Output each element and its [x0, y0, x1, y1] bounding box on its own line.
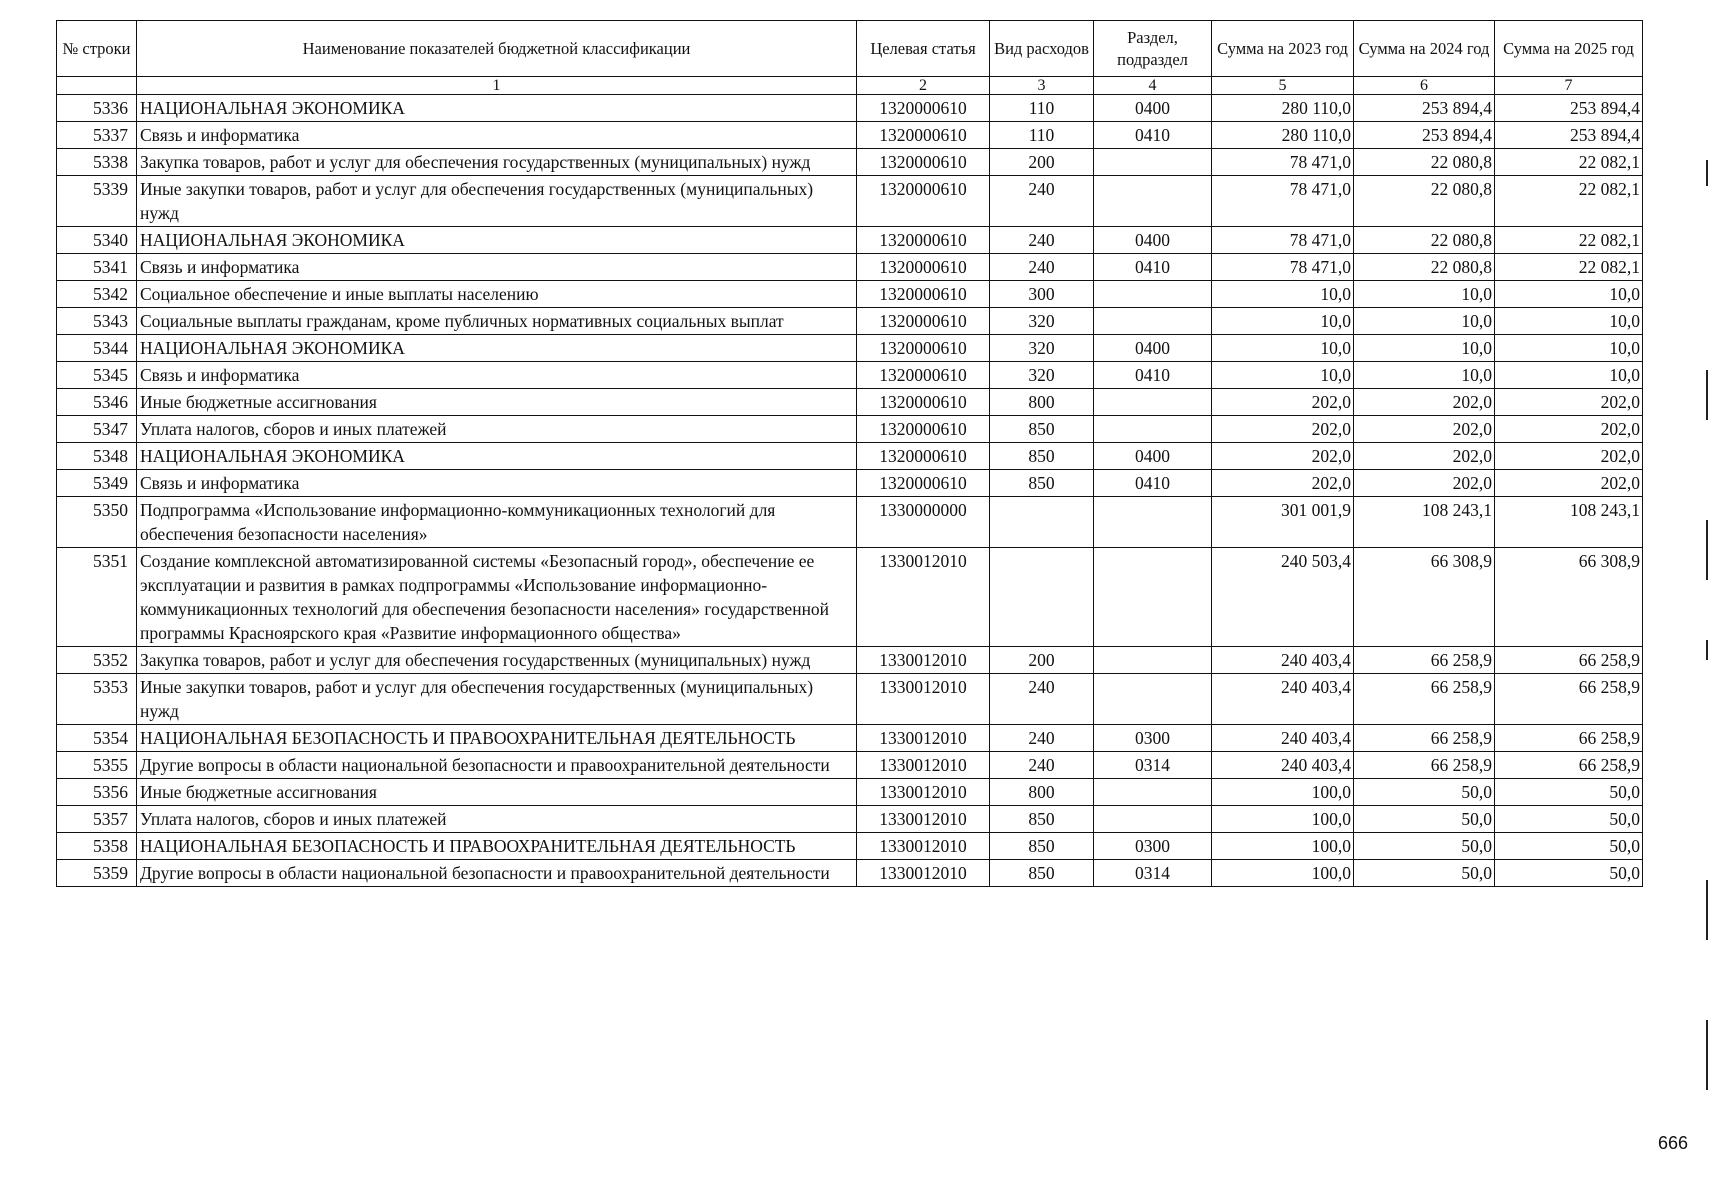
cell-sum-2023: 202,0: [1212, 389, 1354, 416]
cell-sum-2025: 108 243,1: [1495, 497, 1643, 548]
cell-name: Уплата налогов, сборов и иных платежей: [137, 806, 857, 833]
column-number-4: 4: [1094, 77, 1212, 95]
cell-section: [1094, 308, 1212, 335]
cell-name: Иные закупки товаров, работ и услуг для обеспечения государственных (муниципальных) нужд: [137, 176, 857, 227]
cell-sum-2023: 202,0: [1212, 443, 1354, 470]
table-row: [57, 470, 1643, 497]
table-row: [57, 647, 1643, 674]
cell-section: [1094, 281, 1212, 308]
cell-row-number: 5337: [57, 122, 137, 149]
cell-section: [1094, 497, 1212, 548]
cell-sum-2025: 66 258,9: [1495, 674, 1643, 725]
cell-sum-2023: 78 471,0: [1212, 227, 1354, 254]
header-row-number: № строки: [57, 21, 137, 77]
column-number-7: 7: [1495, 77, 1643, 95]
table-body: [57, 95, 1643, 887]
cell-sum-2024: 10,0: [1354, 362, 1495, 389]
cell-name: НАЦИОНАЛЬНАЯ ЭКОНОМИКА: [137, 95, 857, 122]
scan-edge-mark: [1706, 640, 1708, 660]
cell-sum-2023: 240 503,4: [1212, 548, 1354, 647]
cell-sum-2024: 66 308,9: [1354, 548, 1495, 647]
cell-section: 0410: [1094, 122, 1212, 149]
table-row: [57, 335, 1643, 362]
table-row: [57, 752, 1643, 779]
cell-sum-2023: 10,0: [1212, 335, 1354, 362]
cell-target: 1320000610: [857, 416, 990, 443]
cell-row-number: 5342: [57, 281, 137, 308]
cell-name: Закупка товаров, работ и услуг для обеспечения государственных (муниципальных) нужд: [137, 149, 857, 176]
cell-sum-2025: 253 894,4: [1495, 95, 1643, 122]
cell-row-number: 5347: [57, 416, 137, 443]
cell-target: 1320000610: [857, 176, 990, 227]
cell-sum-2025: 10,0: [1495, 281, 1643, 308]
cell-expense-type: 850: [990, 416, 1094, 443]
table-row: [57, 254, 1643, 281]
table-row: [57, 833, 1643, 860]
cell-sum-2024: 10,0: [1354, 281, 1495, 308]
cell-sum-2024: 108 243,1: [1354, 497, 1495, 548]
cell-expense-type: 850: [990, 833, 1094, 860]
cell-target: 1320000610: [857, 389, 990, 416]
table-row: [57, 389, 1643, 416]
cell-expense-type: 240: [990, 752, 1094, 779]
cell-section: [1094, 389, 1212, 416]
cell-section: [1094, 416, 1212, 443]
cell-expense-type: 240: [990, 227, 1094, 254]
cell-sum-2024: 202,0: [1354, 443, 1495, 470]
cell-row-number: 5336: [57, 95, 137, 122]
cell-row-number: 5356: [57, 779, 137, 806]
cell-expense-type: 850: [990, 470, 1094, 497]
cell-sum-2023: 301 001,9: [1212, 497, 1354, 548]
cell-name: Связь и информатика: [137, 254, 857, 281]
cell-target: 1330012010: [857, 833, 990, 860]
cell-sum-2024: 66 258,9: [1354, 752, 1495, 779]
cell-expense-type: 200: [990, 149, 1094, 176]
cell-sum-2025: 66 308,9: [1495, 548, 1643, 647]
cell-sum-2025: 66 258,9: [1495, 725, 1643, 752]
cell-section: 0400: [1094, 227, 1212, 254]
table-row: [57, 725, 1643, 752]
table-row: [57, 416, 1643, 443]
cell-expense-type: [990, 548, 1094, 647]
cell-sum-2024: 66 258,9: [1354, 647, 1495, 674]
cell-sum-2023: 78 471,0: [1212, 149, 1354, 176]
cell-section: 0314: [1094, 860, 1212, 887]
cell-name: Социальные выплаты гражданам, кроме публичных нормативных социальных выплат: [137, 308, 857, 335]
cell-sum-2023: 240 403,4: [1212, 752, 1354, 779]
cell-sum-2023: 202,0: [1212, 416, 1354, 443]
cell-sum-2025: 50,0: [1495, 806, 1643, 833]
scan-edge-mark: [1706, 160, 1708, 186]
cell-expense-type: 800: [990, 779, 1094, 806]
cell-target: 1320000610: [857, 308, 990, 335]
cell-target: 1320000610: [857, 335, 990, 362]
cell-sum-2025: 22 082,1: [1495, 227, 1643, 254]
cell-expense-type: 110: [990, 95, 1094, 122]
cell-name: НАЦИОНАЛЬНАЯ БЕЗОПАСНОСТЬ И ПРАВООХРАНИТЕЛЬНАЯ ДЕЯТЕЛЬНОСТЬ: [137, 833, 857, 860]
cell-expense-type: [990, 497, 1094, 548]
cell-expense-type: 800: [990, 389, 1094, 416]
cell-section: 0314: [1094, 752, 1212, 779]
cell-expense-type: 850: [990, 806, 1094, 833]
cell-sum-2023: 10,0: [1212, 308, 1354, 335]
budget-table: [56, 20, 1643, 887]
cell-row-number: 5343: [57, 308, 137, 335]
table-row: [57, 779, 1643, 806]
cell-section: 0300: [1094, 833, 1212, 860]
cell-target: 1330012010: [857, 548, 990, 647]
cell-name: Социальное обеспечение и иные выплаты населению: [137, 281, 857, 308]
cell-sum-2024: 50,0: [1354, 779, 1495, 806]
cell-target: 1330012010: [857, 647, 990, 674]
cell-sum-2025: 10,0: [1495, 362, 1643, 389]
column-number-2: 2: [857, 77, 990, 95]
cell-name: НАЦИОНАЛЬНАЯ БЕЗОПАСНОСТЬ И ПРАВООХРАНИТЕЛЬНАЯ ДЕЯТЕЛЬНОСТЬ: [137, 725, 857, 752]
cell-target: 1330012010: [857, 725, 990, 752]
cell-sum-2025: 22 082,1: [1495, 149, 1643, 176]
cell-target: 1330012010: [857, 806, 990, 833]
column-number-0: [57, 77, 137, 95]
table-row: [57, 122, 1643, 149]
header-sum-2023: Сумма на 2023 год: [1212, 21, 1354, 77]
cell-name: Иные бюджетные ассигнования: [137, 389, 857, 416]
cell-expense-type: 240: [990, 725, 1094, 752]
cell-sum-2025: 10,0: [1495, 335, 1643, 362]
table-row: [57, 548, 1643, 647]
scan-edge-mark: [1706, 520, 1708, 580]
cell-row-number: 5345: [57, 362, 137, 389]
cell-sum-2023: 100,0: [1212, 860, 1354, 887]
header-name: Наименование показателей бюджетной классификации: [137, 21, 857, 77]
cell-sum-2024: 22 080,8: [1354, 149, 1495, 176]
cell-row-number: 5359: [57, 860, 137, 887]
cell-section: [1094, 647, 1212, 674]
cell-row-number: 5351: [57, 548, 137, 647]
column-number-5: 5: [1212, 77, 1354, 95]
header-sum-2024: Сумма на 2024 год: [1354, 21, 1495, 77]
scan-edge-mark: [1706, 1020, 1708, 1090]
cell-sum-2024: 22 080,8: [1354, 176, 1495, 227]
table-row: [57, 497, 1643, 548]
cell-name: НАЦИОНАЛЬНАЯ ЭКОНОМИКА: [137, 443, 857, 470]
cell-name: Связь и информатика: [137, 122, 857, 149]
cell-section: 0400: [1094, 443, 1212, 470]
cell-sum-2023: 100,0: [1212, 833, 1354, 860]
table-row: [57, 362, 1643, 389]
column-number-1: 1: [137, 77, 857, 95]
table-row: [57, 176, 1643, 227]
cell-sum-2024: 50,0: [1354, 833, 1495, 860]
cell-sum-2025: 202,0: [1495, 389, 1643, 416]
cell-section: 0400: [1094, 335, 1212, 362]
cell-row-number: 5340: [57, 227, 137, 254]
cell-sum-2025: 22 082,1: [1495, 176, 1643, 227]
cell-sum-2025: 202,0: [1495, 416, 1643, 443]
table-row: [57, 806, 1643, 833]
cell-name: Создание комплексной автоматизированной системы «Безопасный город», обеспечение ее эксплуатации и развития в рамках подпрограммы «Использование информационно-коммуникационных технологий для обеспечения безопасности населения» государственной программы Красноярского края «Развитие информационного общества»: [137, 548, 857, 647]
cell-target: 1330000000: [857, 497, 990, 548]
cell-target: 1320000610: [857, 122, 990, 149]
table-row: [57, 443, 1643, 470]
cell-sum-2024: 50,0: [1354, 806, 1495, 833]
scan-edge-mark: [1706, 370, 1708, 420]
cell-section: [1094, 779, 1212, 806]
cell-sum-2023: 240 403,4: [1212, 725, 1354, 752]
table-row: [57, 308, 1643, 335]
cell-target: 1320000610: [857, 470, 990, 497]
cell-target: 1320000610: [857, 362, 990, 389]
cell-target: 1330012010: [857, 779, 990, 806]
cell-sum-2024: 253 894,4: [1354, 95, 1495, 122]
cell-sum-2024: 50,0: [1354, 860, 1495, 887]
cell-row-number: 5344: [57, 335, 137, 362]
cell-sum-2025: 202,0: [1495, 470, 1643, 497]
cell-section: [1094, 176, 1212, 227]
table-row: [57, 860, 1643, 887]
cell-row-number: 5358: [57, 833, 137, 860]
cell-sum-2023: 240 403,4: [1212, 647, 1354, 674]
column-number-6: 6: [1354, 77, 1495, 95]
cell-name: Связь и информатика: [137, 470, 857, 497]
cell-target: 1320000610: [857, 95, 990, 122]
cell-sum-2023: 100,0: [1212, 779, 1354, 806]
cell-sum-2025: 10,0: [1495, 308, 1643, 335]
cell-name: Иные бюджетные ассигнования: [137, 779, 857, 806]
header-target: Целевая статья: [857, 21, 990, 77]
cell-sum-2025: 50,0: [1495, 779, 1643, 806]
cell-section: 0410: [1094, 362, 1212, 389]
cell-expense-type: 320: [990, 362, 1094, 389]
cell-row-number: 5353: [57, 674, 137, 725]
cell-expense-type: 850: [990, 443, 1094, 470]
cell-section: 0300: [1094, 725, 1212, 752]
cell-sum-2023: 202,0: [1212, 470, 1354, 497]
cell-sum-2024: 202,0: [1354, 389, 1495, 416]
cell-section: [1094, 674, 1212, 725]
cell-name: Другие вопросы в области национальной безопасности и правоохранительной деятельности: [137, 752, 857, 779]
cell-sum-2025: 50,0: [1495, 860, 1643, 887]
cell-sum-2024: 22 080,8: [1354, 254, 1495, 281]
cell-sum-2025: 50,0: [1495, 833, 1643, 860]
cell-row-number: 5355: [57, 752, 137, 779]
cell-sum-2024: 253 894,4: [1354, 122, 1495, 149]
cell-section: [1094, 806, 1212, 833]
cell-target: 1320000610: [857, 443, 990, 470]
cell-name: Иные закупки товаров, работ и услуг для обеспечения государственных (муниципальных) нужд: [137, 674, 857, 725]
cell-expense-type: 240: [990, 674, 1094, 725]
cell-sum-2024: 10,0: [1354, 335, 1495, 362]
table-row: [57, 227, 1643, 254]
cell-sum-2025: 202,0: [1495, 443, 1643, 470]
cell-target: 1320000610: [857, 281, 990, 308]
cell-sum-2023: 240 403,4: [1212, 674, 1354, 725]
cell-name: Связь и информатика: [137, 362, 857, 389]
header-sum-2025: Сумма на 2025 год: [1495, 21, 1643, 77]
cell-row-number: 5338: [57, 149, 137, 176]
cell-name: Другие вопросы в области национальной безопасности и правоохранительной деятельности: [137, 860, 857, 887]
header-expense-type: Вид расходов: [990, 21, 1094, 77]
cell-section: 0410: [1094, 470, 1212, 497]
cell-target: 1320000610: [857, 149, 990, 176]
header-section: Раздел, подраздел: [1094, 21, 1212, 77]
cell-expense-type: 110: [990, 122, 1094, 149]
cell-row-number: 5357: [57, 806, 137, 833]
cell-expense-type: 850: [990, 860, 1094, 887]
cell-name: НАЦИОНАЛЬНАЯ ЭКОНОМИКА: [137, 227, 857, 254]
cell-row-number: 5341: [57, 254, 137, 281]
cell-section: [1094, 149, 1212, 176]
cell-sum-2023: 78 471,0: [1212, 176, 1354, 227]
cell-target: 1320000610: [857, 254, 990, 281]
cell-sum-2024: 22 080,8: [1354, 227, 1495, 254]
cell-target: 1330012010: [857, 860, 990, 887]
cell-name: Подпрограмма «Использование информационно-коммуникационных технологий для обеспечения безопасности населения»: [137, 497, 857, 548]
cell-sum-2024: 10,0: [1354, 308, 1495, 335]
cell-sum-2024: 66 258,9: [1354, 674, 1495, 725]
cell-name: Уплата налогов, сборов и иных платежей: [137, 416, 857, 443]
cell-section: [1094, 548, 1212, 647]
cell-row-number: 5350: [57, 497, 137, 548]
cell-name: Закупка товаров, работ и услуг для обеспечения государственных (муниципальных) нужд: [137, 647, 857, 674]
cell-expense-type: 200: [990, 647, 1094, 674]
cell-row-number: 5339: [57, 176, 137, 227]
cell-expense-type: 320: [990, 335, 1094, 362]
cell-row-number: 5346: [57, 389, 137, 416]
cell-name: НАЦИОНАЛЬНАЯ ЭКОНОМИКА: [137, 335, 857, 362]
cell-row-number: 5348: [57, 443, 137, 470]
cell-sum-2024: 202,0: [1354, 470, 1495, 497]
cell-sum-2023: 10,0: [1212, 362, 1354, 389]
cell-target: 1320000610: [857, 227, 990, 254]
cell-expense-type: 320: [990, 308, 1094, 335]
cell-sum-2023: 100,0: [1212, 806, 1354, 833]
cell-sum-2023: 280 110,0: [1212, 122, 1354, 149]
cell-expense-type: 240: [990, 176, 1094, 227]
cell-sum-2023: 10,0: [1212, 281, 1354, 308]
table-row: [57, 674, 1643, 725]
cell-expense-type: 240: [990, 254, 1094, 281]
cell-section: 0410: [1094, 254, 1212, 281]
cell-sum-2023: 78 471,0: [1212, 254, 1354, 281]
table-row: [57, 95, 1643, 122]
scan-edge-mark: [1706, 880, 1708, 940]
cell-row-number: 5352: [57, 647, 137, 674]
cell-sum-2025: 22 082,1: [1495, 254, 1643, 281]
page-number: 666: [1657, 1133, 1688, 1153]
cell-row-number: 5349: [57, 470, 137, 497]
column-number-row: [57, 77, 1643, 95]
header-row: [57, 21, 1643, 77]
cell-sum-2025: 253 894,4: [1495, 122, 1643, 149]
table-row: [57, 281, 1643, 308]
table-row: [57, 149, 1643, 176]
column-number-3: 3: [990, 77, 1094, 95]
cell-expense-type: 300: [990, 281, 1094, 308]
cell-row-number: 5354: [57, 725, 137, 752]
cell-target: 1330012010: [857, 752, 990, 779]
cell-section: 0400: [1094, 95, 1212, 122]
cell-sum-2025: 66 258,9: [1495, 752, 1643, 779]
cell-sum-2023: 280 110,0: [1212, 95, 1354, 122]
cell-sum-2024: 66 258,9: [1354, 725, 1495, 752]
cell-sum-2025: 66 258,9: [1495, 647, 1643, 674]
cell-sum-2024: 202,0: [1354, 416, 1495, 443]
cell-target: 1330012010: [857, 674, 990, 725]
